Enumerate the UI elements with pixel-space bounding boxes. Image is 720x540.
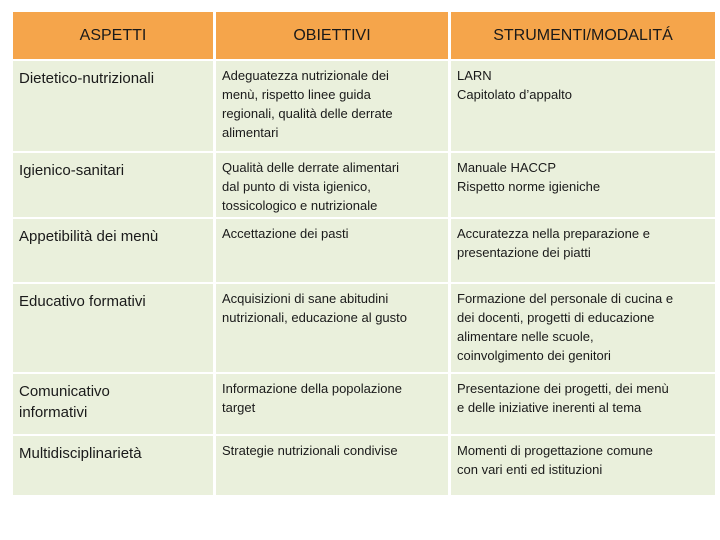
header-obiettivi: OBIETTIVI: [216, 12, 448, 59]
cell-line: Adeguatezza nutrizionale dei: [222, 68, 389, 83]
cell-line: Qualità delle derrate alimentari: [222, 160, 400, 175]
cell-line: Presentazione dei progetti, dei menù: [457, 381, 669, 396]
cell-line: informativi: [19, 404, 88, 421]
cell-line: Manuale HACCP: [457, 160, 556, 175]
cell-line: Igienico-sanitari: [19, 162, 125, 179]
row-3-aspetto: [13, 219, 213, 282]
cell-line: Accuratezza nella preparazione e: [457, 226, 650, 241]
cell-line: con vari enti ed istituzioni: [457, 462, 603, 477]
header-aspetti: ASPETTI: [13, 12, 213, 59]
cell-line: presentazione dei piatti: [457, 245, 591, 260]
cell-line: Dietetico-nutrizionali: [19, 70, 155, 87]
row-6-strumenti: [451, 436, 715, 495]
row-3-strumenti: [451, 219, 715, 282]
cell-line: target: [222, 400, 256, 415]
row-4-strumenti: [451, 284, 715, 372]
row-5-strumenti: [451, 374, 715, 434]
row-2-obiettivi: [216, 153, 448, 217]
cell-line: LARN: [457, 68, 492, 83]
cell-line: Appetibilità dei menù: [19, 228, 159, 245]
cell-line: tossicologico e nutrizionale: [222, 198, 378, 213]
row-1-obiettivi: [216, 61, 448, 151]
cell-line: Multidisciplinarietà: [19, 445, 142, 462]
cell-line: Strategie nutrizionali condivise: [222, 443, 398, 458]
cell-line: regionali, qualità delle derrate: [222, 106, 393, 121]
cell-line: nutrizionali, educazione al gusto: [222, 310, 408, 325]
row-6-obiettivi: [216, 436, 448, 495]
row-1-aspetto: [13, 61, 213, 151]
cell-line: Educativo formativi: [19, 293, 146, 310]
row-2-aspetto: [13, 153, 213, 217]
cell-line: Momenti di progettazione comune: [457, 443, 653, 458]
cell-line: coinvolgimento dei genitori: [457, 348, 611, 363]
cell-line: Accettazione dei pasti: [222, 226, 349, 241]
cell-line: Formazione del personale di cucina e: [457, 291, 674, 306]
cell-line: Comunicativo: [19, 383, 110, 400]
row-3-obiettivi: [216, 219, 448, 282]
row-5-aspetto: [13, 374, 213, 434]
row-2-strumenti: [451, 153, 715, 217]
cell-line: Capitolato d’appalto: [457, 87, 572, 102]
row-1-strumenti: [451, 61, 715, 151]
cell-line: alimentari: [222, 125, 279, 140]
row-5-obiettivi: [216, 374, 448, 434]
cell-line: menù, rispetto linee guida: [222, 87, 371, 102]
cell-line: dei docenti, progetti di educazione: [457, 310, 655, 325]
row-6-aspetto: [13, 436, 213, 495]
cell-line: Informazione della popolazione: [222, 381, 402, 396]
aspects-table: [13, 12, 709, 495]
cell-line: alimentare nelle scuole,: [457, 329, 594, 344]
cell-line: Acquisizioni di sane abitudini: [222, 291, 389, 306]
row-4-obiettivi: [216, 284, 448, 372]
row-4-aspetto: [13, 284, 213, 372]
cell-line: dal punto di vista igienico,: [222, 179, 371, 194]
cell-line: e delle iniziative inerenti al tema: [457, 400, 642, 415]
cell-line: Rispetto norme igieniche: [457, 179, 601, 194]
header-strumenti: STRUMENTI/MODALITÁ: [451, 12, 715, 59]
